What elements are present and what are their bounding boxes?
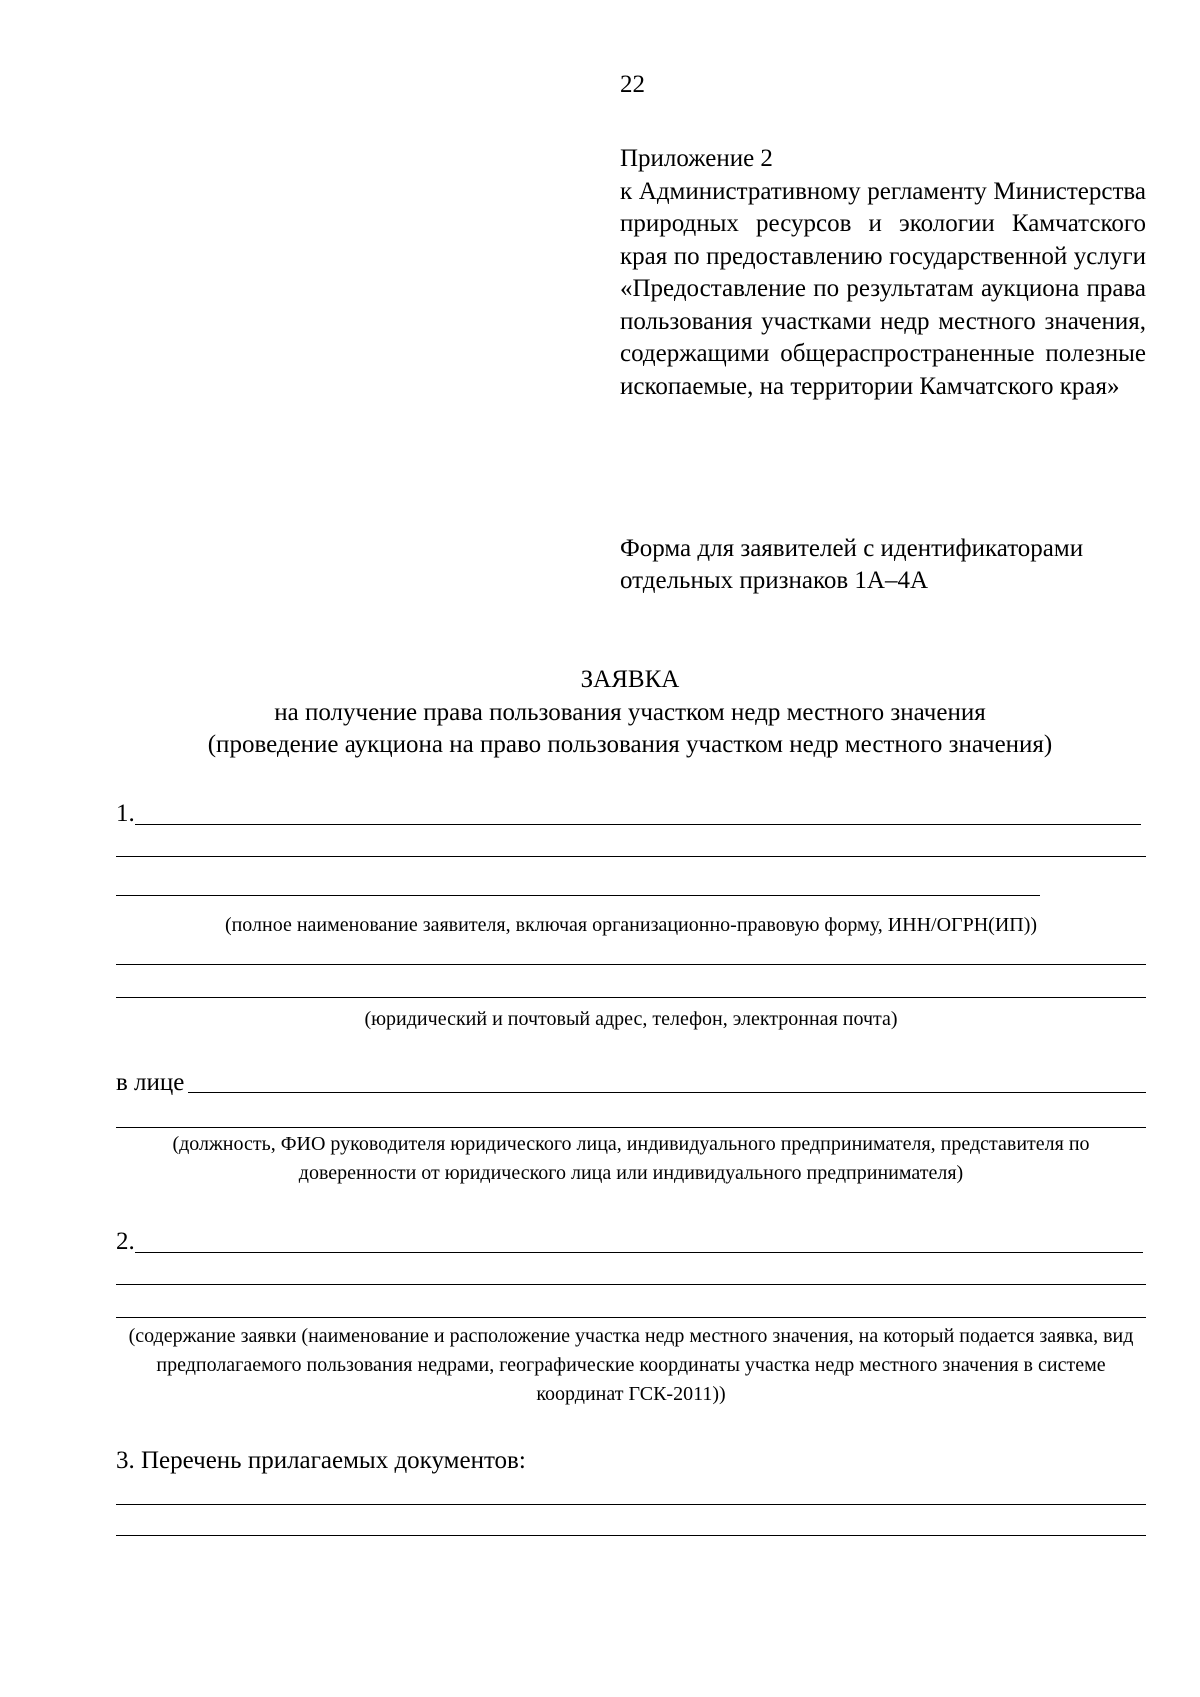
applicant-name-field-2[interactable]: [116, 856, 1146, 857]
form-note: Форма для заявителей с идентификаторами отдельных признаков 1А–4А: [620, 535, 1084, 594]
applicant-name-caption: (полное наименование заявителя, включая организационно-правовую форму, ИНН/ОГРН(ИП)): [224, 914, 1038, 936]
application-content-field-3[interactable]: [116, 1317, 1146, 1318]
appendix-text: к Административному регламенту Министерства природных ресурсов и экологии Камчатского края по предоставлению государственной услуги «Предоставление по результатам аукциона права пользования участками недр местного значения, содержащими общераспространенные полезные ископаемые, на территории Камчатского края»: [620, 177, 1146, 400]
representative-label: в лице: [116, 1069, 185, 1096]
application-content-field-2[interactable]: [116, 1284, 1146, 1285]
section2-number: 2.: [116, 1228, 135, 1255]
applicant-name-field-3[interactable]: [116, 895, 1040, 896]
document-subtitle-line2: (проведение аукциона на право пользования участком недр местного значения): [207, 731, 1053, 758]
attachments-field-1[interactable]: [116, 1504, 1146, 1505]
page-number: 22: [620, 71, 645, 98]
document-title: ЗАЯВКА: [580, 666, 680, 693]
appendix-block: [620, 143, 1146, 403]
applicant-address-caption: (юридический и почтовый адрес, телефон, электронная почта): [364, 1008, 898, 1030]
applicant-address-field-1[interactable]: [116, 964, 1146, 965]
applicant-name-field-1[interactable]: [135, 824, 1141, 825]
representative-field-2[interactable]: [116, 1127, 1146, 1128]
representative-field-1[interactable]: [188, 1092, 1146, 1093]
applicant-address-field-2[interactable]: [116, 997, 1146, 998]
application-content-caption: (содержание заявки (наименование и расположение участка недр местного значения, на который подается заявка, вид предполагаемого пользования недрами, географические координаты участка недр местного значения в системе координат ГСК-2011)): [128, 1325, 1134, 1405]
appendix-title: Приложение 2: [620, 145, 773, 172]
attachments-field-2[interactable]: [116, 1535, 1146, 1536]
representative-caption: (должность, ФИО руководителя юридического лица, индивидуального предпринимателя, представителя по доверенности от юридического лица или индивидуального предпринимателя): [172, 1133, 1090, 1184]
application-content-field-1[interactable]: [135, 1252, 1143, 1253]
section1-number: 1.: [116, 800, 135, 827]
document-subtitle-line1: на получение права пользования участком недр местного значения: [274, 699, 986, 726]
attachments-label: 3. Перечень прилагаемых документов:: [116, 1447, 526, 1474]
